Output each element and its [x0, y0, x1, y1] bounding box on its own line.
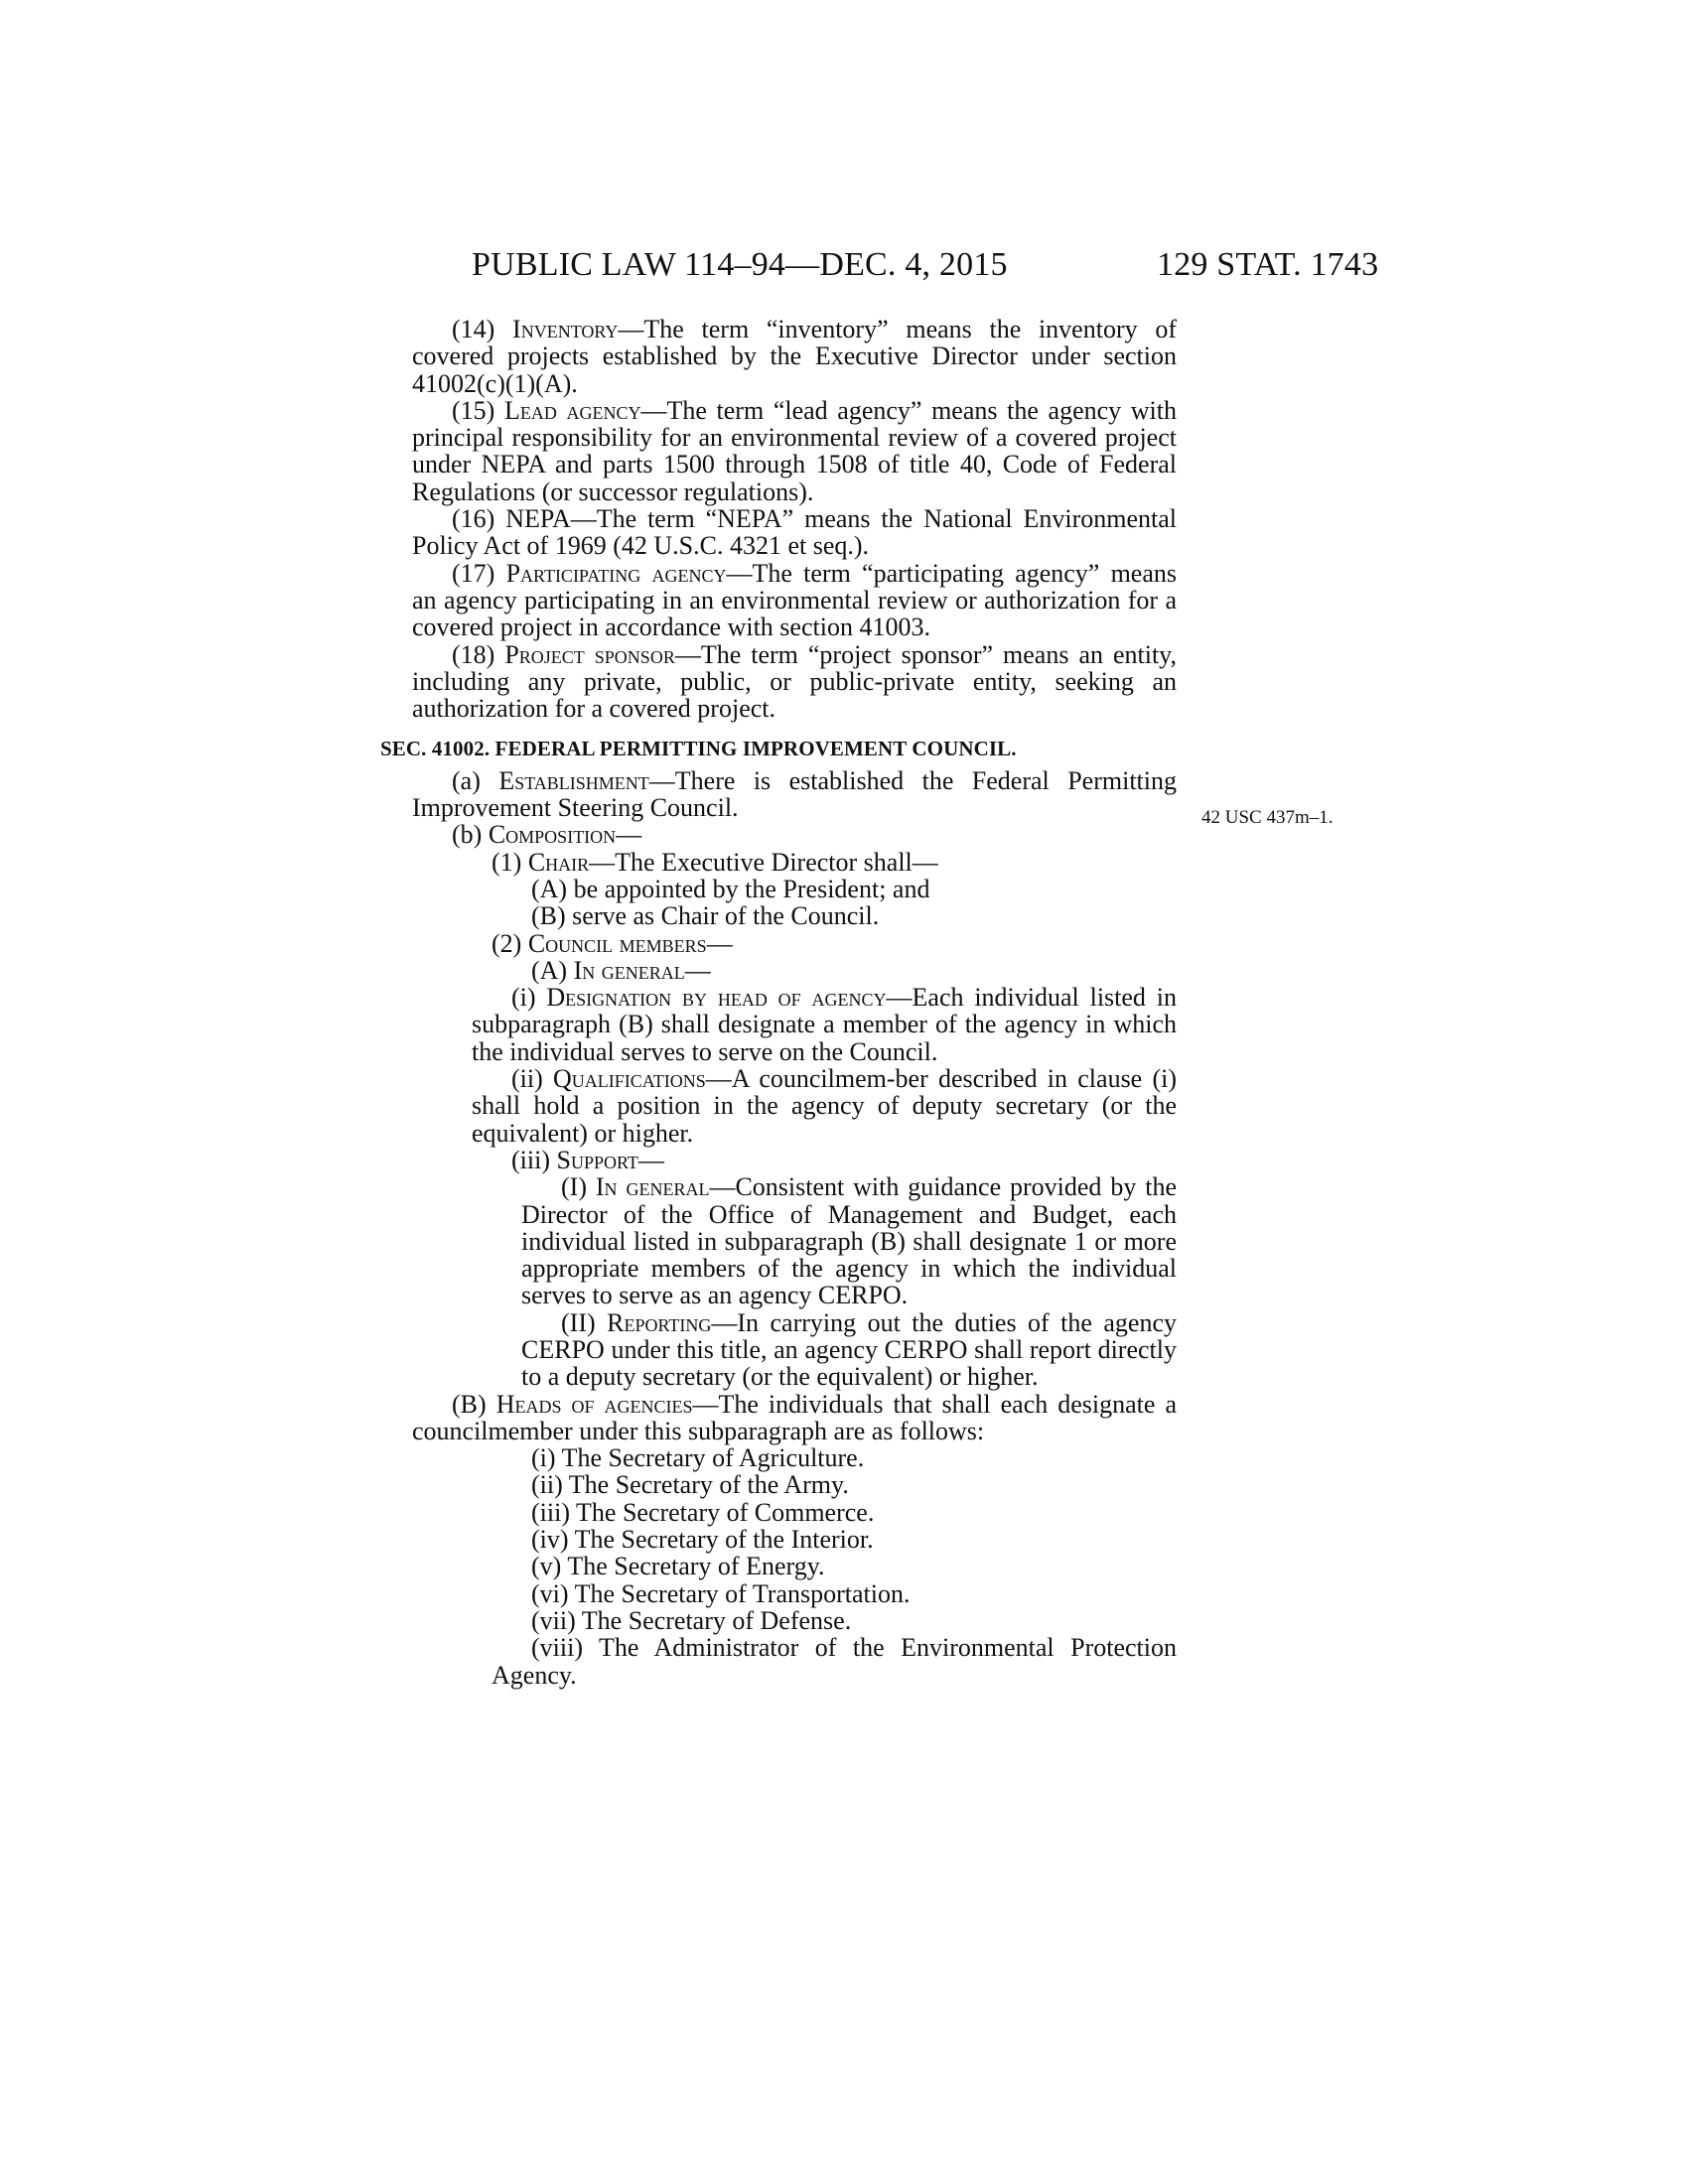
para-term: In general: [595, 1172, 710, 1202]
head-of-agency-item: (v) The Secretary of Energy.: [531, 1552, 825, 1581]
para-text: —: [637, 1145, 664, 1174]
def-num: (17): [452, 558, 495, 588]
para-num: (A): [531, 955, 568, 985]
def-num: (15): [452, 395, 495, 425]
definition-15: [412, 397, 1177, 505]
para-text: —A councilmem-ber described in clause (i) shall hold a position in the agency of deputy secretary (or the equivalent) or higher.: [472, 1064, 1177, 1148]
def-term: Lead agency: [503, 395, 641, 425]
def-num: (14): [452, 315, 495, 343]
def-text: —The term “lead agency” means the agency with principal responsibility for an environmental review of a covered project under NEPA and parts 1500 through 1508 of title 40, Code of Federal Regulations (or successor regulations).: [412, 395, 1178, 506]
para-text: —: [706, 928, 733, 958]
para-num: (1): [492, 847, 522, 877]
para-term: Qualifications: [553, 1064, 706, 1094]
definition-16: [412, 505, 1177, 560]
margin-note: 42 USC 437m–1.: [1201, 807, 1334, 828]
definition-14: [412, 316, 1177, 397]
def-text: —The term “NEPA” means the National Environmental Policy Act of 1969 (42 U.S.C. 4321 et seq.).: [412, 504, 1178, 561]
clause-ii: [412, 1065, 1177, 1147]
para-num: (B): [452, 1389, 487, 1419]
para-num: (b): [452, 820, 483, 850]
subsection-b: [412, 821, 1177, 848]
def-term: Inventory: [512, 315, 619, 343]
head-of-agency-item: (vi) The Secretary of Transportation.: [531, 1578, 911, 1608]
subclause-I: [412, 1173, 1177, 1308]
para-term: Support: [556, 1145, 638, 1174]
para-text: —: [616, 820, 642, 850]
def-term: Participating agency: [505, 558, 727, 588]
para-num: (ii): [511, 1064, 543, 1094]
head-of-agency-item: (ii) The Secretary of the Army.: [531, 1470, 849, 1500]
para-term: In general: [573, 955, 685, 985]
def-num: (18): [452, 639, 495, 669]
para-text: —The Executive Director shall—: [589, 847, 938, 877]
para-term: Heads of agencies: [495, 1389, 693, 1419]
def-num: (16): [452, 504, 495, 534]
para-text: —The individuals that shall each designate a councilmember under this subparagraph are as follows:: [412, 1389, 1177, 1445]
para-text: —Each individual listed in subparagraph (B) shall designate a member of the agency in which the individual serves to serve on the Council.: [472, 983, 1177, 1066]
paragraph-b1A: (A) be appointed by the President; and: [531, 874, 930, 903]
definition-18: [412, 641, 1177, 723]
para-num: (i): [511, 983, 536, 1013]
definition-17: [412, 560, 1177, 641]
header-title: PUBLIC LAW 114–94—DEC. 4, 2015: [472, 246, 1008, 283]
def-text: —The term “participating agency” means an agency participating in an environmental review or authorization for a covered project in accordance with section 41003.: [412, 558, 1177, 642]
subsection-a: [412, 767, 1177, 822]
para-term: Designation by head of agency: [546, 983, 887, 1013]
head-of-agency-item: (vii) The Secretary of Defense.: [531, 1605, 852, 1635]
para-term: Establishment: [498, 765, 649, 795]
para-term: Chair: [527, 847, 590, 877]
para-num: (iii): [511, 1145, 550, 1174]
para-text: —There is established the Federal Permitting Improvement Steering Council.: [412, 765, 1177, 823]
head-of-agency-item: (iii) The Secretary of Commerce.: [531, 1497, 875, 1527]
para-num: (a): [452, 765, 481, 795]
def-term: NEPA: [505, 504, 571, 534]
def-term: Project sponsor: [504, 639, 675, 669]
head-of-agency-item: (viii) The Administrator of the Environmental Protection Agency.: [492, 1633, 1177, 1690]
paragraph-b1B: (B) serve as Chair of the Council.: [531, 901, 880, 931]
def-text: —The term “inventory” means the inventory of covered projects established by the Executive Director under section 41002(c)(1)(A).: [412, 315, 1177, 398]
para-text: —Consistent with guidance provided by the Director of the Office of Management and Budget, each individual listed in subparagraph (B) shall designate 1 or more appropriate members of the agency in which the individual serves to serve as an agency CERPO.: [521, 1172, 1178, 1310]
para-num: (2): [492, 928, 522, 958]
para-term: Council members: [527, 928, 707, 958]
para-num: (II): [561, 1307, 596, 1337]
paragraph-b2: [412, 930, 1177, 957]
head-of-agency-item: (iv) The Secretary of the Interior.: [531, 1525, 874, 1555]
paragraph-b1: [412, 849, 1177, 876]
head-of-agency-item: (i) The Secretary of Agriculture.: [531, 1443, 865, 1473]
para-text: —In carrying out the duties of the agency CERPO under this title, an agency CERPO shall report directly to a deputy secretary (or the equivalent) or higher.: [521, 1307, 1178, 1392]
header-page-ref: 129 STAT. 1743: [1157, 246, 1379, 283]
paragraph-b2A: [412, 957, 1177, 984]
clause-iii: [412, 1147, 1177, 1173]
para-term: Reporting: [607, 1307, 712, 1337]
para-num: (I): [561, 1172, 587, 1202]
subclause-II: [412, 1309, 1177, 1391]
clause-i: [412, 984, 1177, 1065]
para-term: Composition: [488, 820, 617, 850]
def-text: —The term “project sponsor” means an entity, including any private, public, or public-private entity, seeking an authorization for a covered project.: [412, 639, 1177, 724]
document-body: [380, 315, 1178, 1690]
subparagraph-B: [412, 1391, 1177, 1445]
section-heading: SEC. 41002. FEDERAL PERMITTING IMPROVEMENT COUNCIL.: [380, 737, 1017, 761]
para-text: —: [684, 955, 711, 985]
